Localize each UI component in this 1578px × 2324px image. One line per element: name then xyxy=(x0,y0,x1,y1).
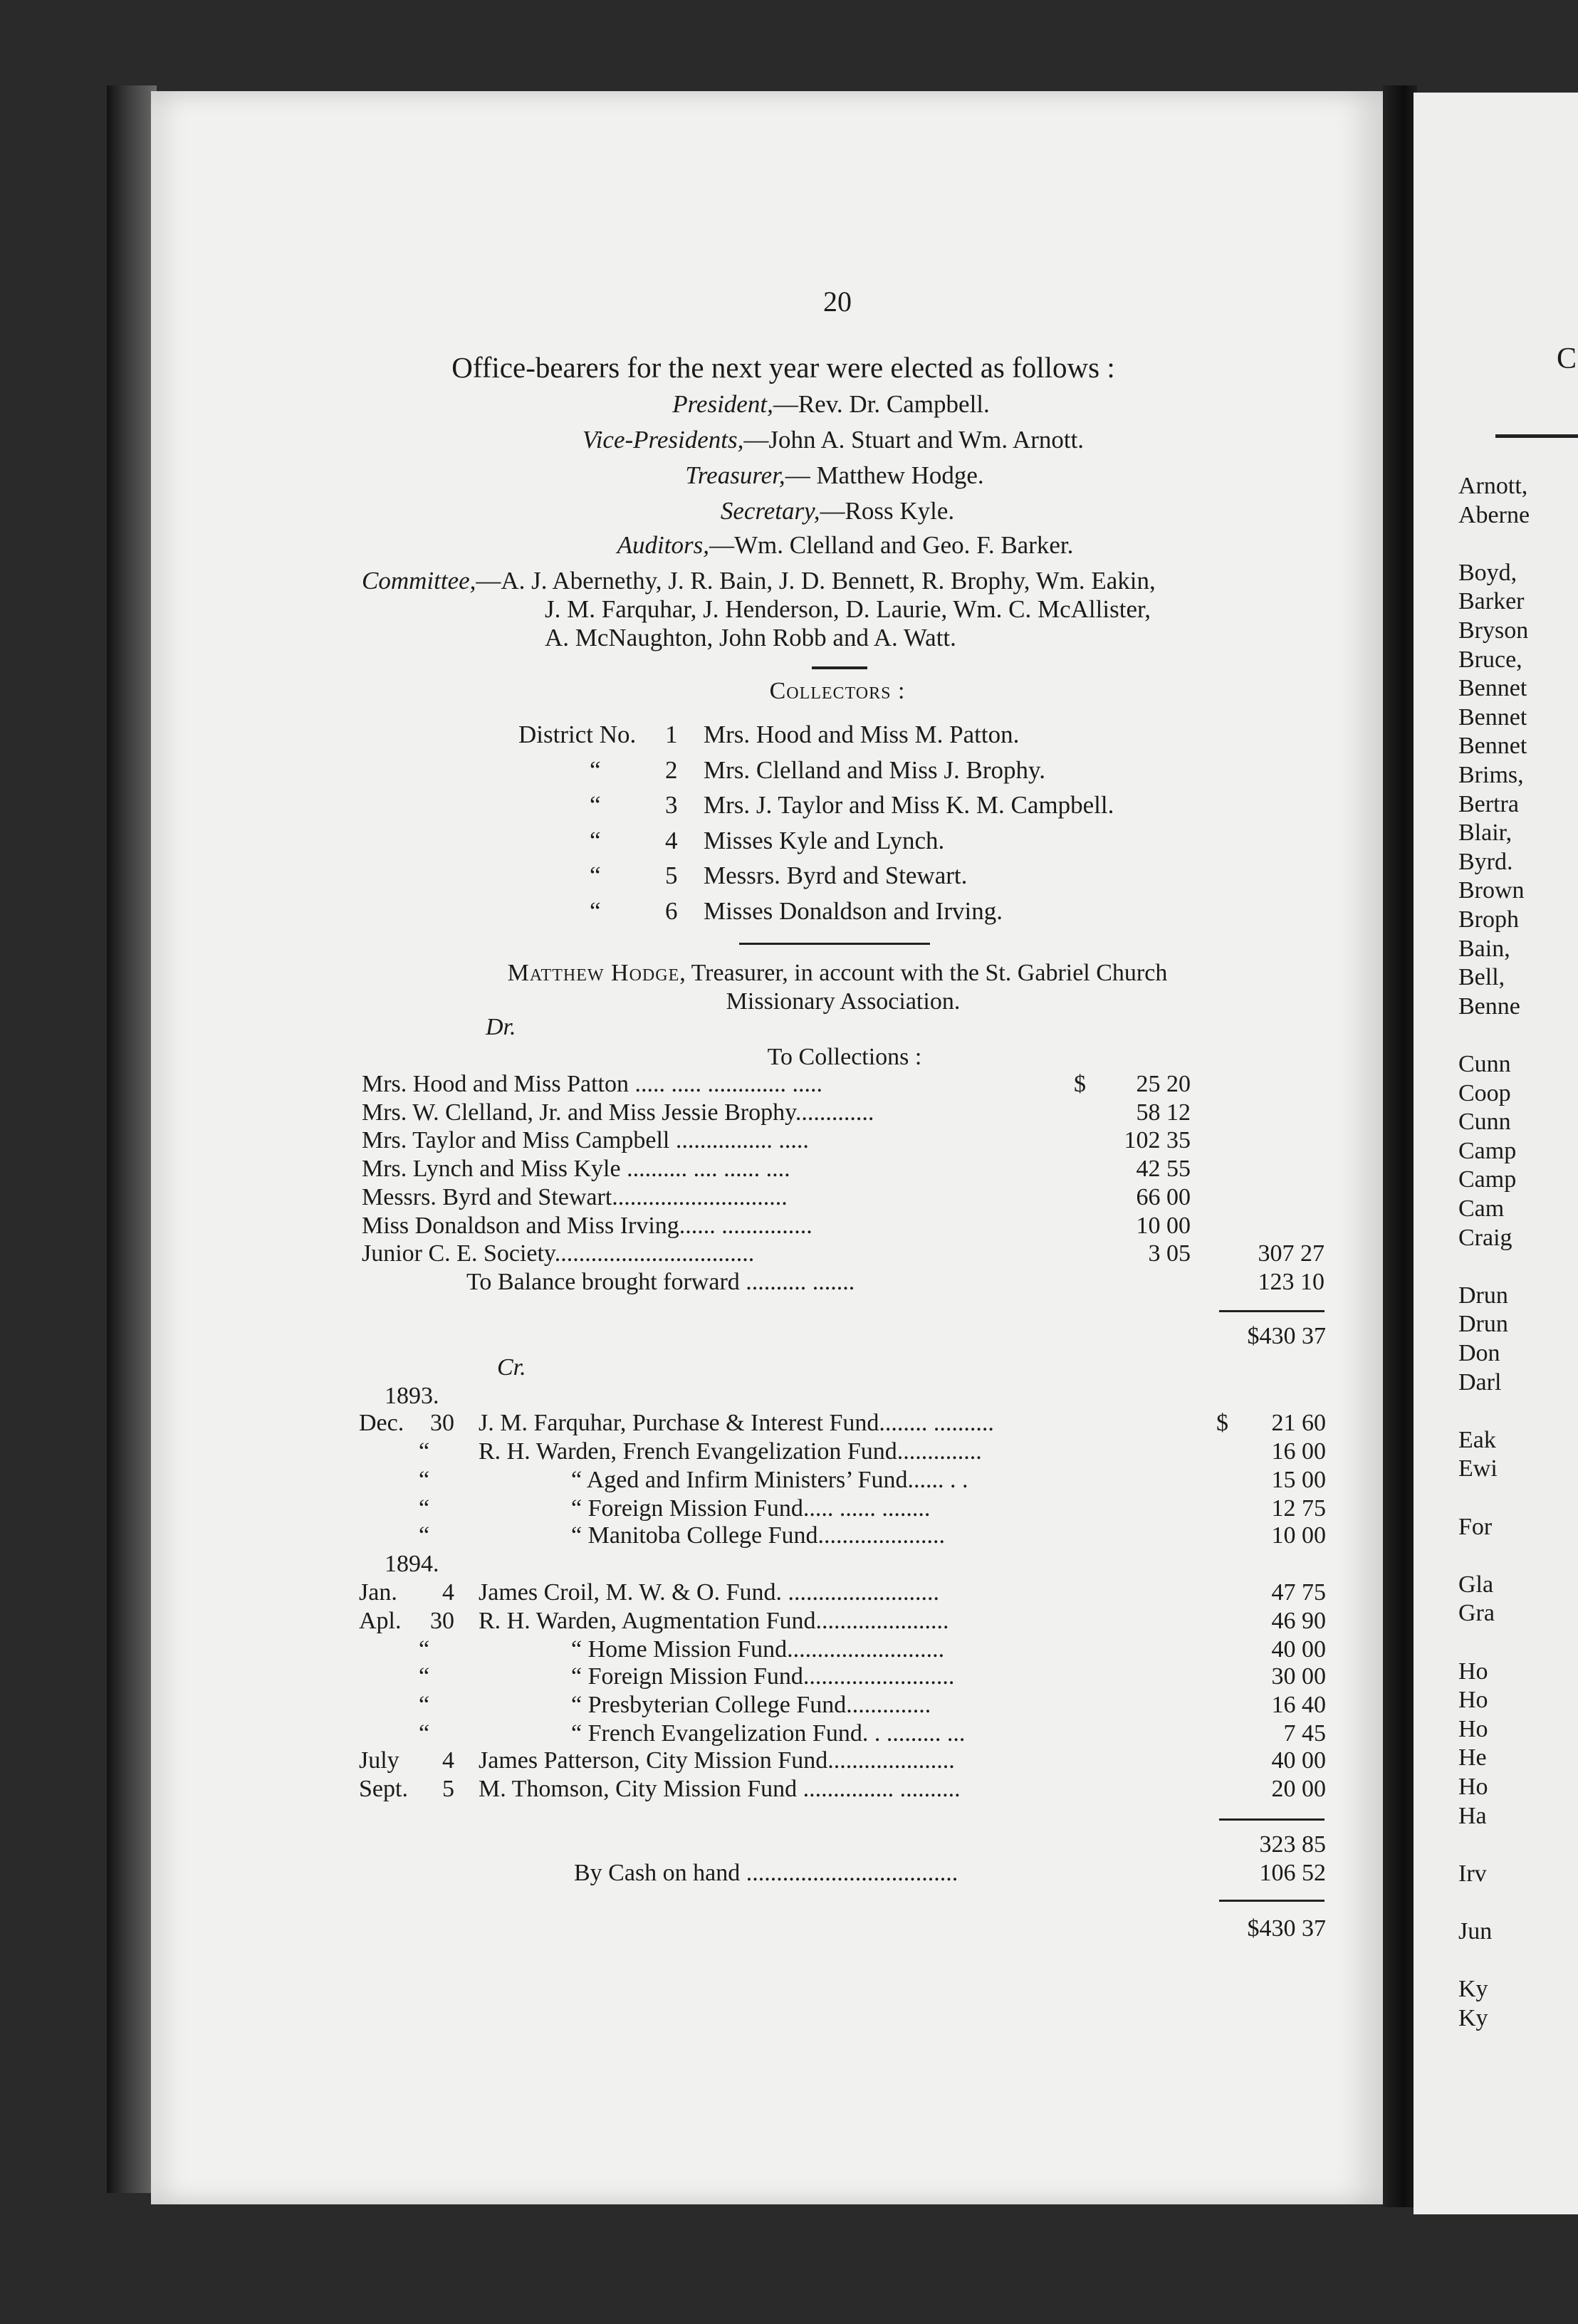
facing-page-name-fragment: Aberne xyxy=(1458,501,1530,528)
facing-page-name-fragment: Gra xyxy=(1458,1600,1495,1627)
facing-page-heading: C xyxy=(1557,342,1577,375)
facing-page-name-fragment: Arnott, xyxy=(1458,473,1528,499)
facing-page-name-fragment: Drun xyxy=(1458,1282,1508,1309)
collector-district-number: 1 xyxy=(665,721,678,748)
cr-subtotal: 323 85 xyxy=(1259,1831,1326,1858)
treasurer-line xyxy=(685,461,983,490)
credit-amount: 21 60 xyxy=(1271,1410,1326,1436)
collector-ditto-mark: “ xyxy=(590,755,601,784)
credit-description: “ Foreign Mission Fund..... ...... ........ xyxy=(571,1495,931,1522)
dr-total: $430 37 xyxy=(1247,1323,1326,1349)
debit-label: Messrs. Byrd and Stewart............................. xyxy=(362,1183,788,1210)
debit-label: Miss Donaldson and Miss Irving...... ............... xyxy=(362,1212,812,1239)
dr-label xyxy=(486,1014,516,1041)
facing-page-name-fragment: Ho xyxy=(1458,1687,1488,1714)
credit-day: 30 xyxy=(430,1410,454,1436)
auditors-names: —Wm. Clelland and Geo. F. Barker. xyxy=(709,531,1074,559)
president-name: —Rev. Dr. Campbell. xyxy=(773,390,990,418)
debit-amount: 3 05 xyxy=(1148,1240,1191,1267)
facing-page-name-fragment: Broph xyxy=(1458,906,1519,933)
credit-description: James Patterson, City Mission Fund..................... xyxy=(479,1747,955,1774)
cr-label-text: Cr. xyxy=(497,1354,526,1381)
book-spine-left xyxy=(107,85,157,2193)
auditors-label: Auditors, xyxy=(617,531,709,559)
credit-amount: 47 75 xyxy=(1271,1579,1326,1606)
debit-amount: 66 00 xyxy=(1136,1183,1191,1210)
secretary-name: —Ross Kyle. xyxy=(820,497,955,525)
credit-month: “ xyxy=(419,1495,430,1522)
collector-names: Mrs. J. Taylor and Miss K. M. Campbell. xyxy=(704,791,1114,819)
credit-month: “ xyxy=(419,1438,430,1465)
dr-total-rule xyxy=(1219,1310,1324,1312)
dr-label-text: Dr. xyxy=(486,1014,516,1040)
credit-month: “ xyxy=(419,1636,430,1663)
facing-page-name-fragment: Ky xyxy=(1458,1976,1488,2003)
credit-month: Sept. xyxy=(359,1776,408,1802)
facing-page-name-fragment: Ho xyxy=(1458,1715,1488,1742)
credit-year: 1893. xyxy=(385,1383,439,1409)
facing-page-name-fragment: Irv xyxy=(1458,1860,1487,1887)
facing-page-name-fragment: Darl xyxy=(1458,1368,1502,1396)
account-treasurer-name: Matthew Hodge xyxy=(507,960,680,986)
credit-description: James Croil, M. W. & O. Fund. ......................... xyxy=(479,1579,939,1606)
credit-amount: 40 00 xyxy=(1271,1747,1326,1774)
collector-names: Misses Donaldson and Irving. xyxy=(704,896,1003,925)
collector-ditto-mark: “ xyxy=(590,826,601,854)
credit-amount: 46 90 xyxy=(1271,1608,1326,1634)
facing-page-name-fragment: Eak xyxy=(1458,1426,1496,1453)
credit-day: 30 xyxy=(430,1608,454,1634)
credit-description: “ Manitoba College Fund..................... xyxy=(571,1522,946,1549)
debit-amount: 102 35 xyxy=(1124,1127,1191,1154)
collector-names: Mrs. Hood and Miss M. Patton. xyxy=(704,721,1020,748)
credit-month: Jan. xyxy=(359,1579,397,1606)
facing-page-name-fragment: For xyxy=(1458,1513,1493,1540)
facing-page-name-fragment: Bertra xyxy=(1458,790,1519,817)
cash-on-hand-amount: 106 52 xyxy=(1259,1860,1326,1886)
facing-page-rule xyxy=(1495,434,1578,438)
debit-label: Mrs. Hood and Miss Patton ..... ..... ............. ..... xyxy=(362,1071,822,1097)
short-rule xyxy=(812,666,867,669)
cr-label xyxy=(497,1354,526,1381)
auditors-line xyxy=(617,531,1074,560)
debit-label: Mrs. W. Clelland, Jr. and Miss Jessie Brophy............. xyxy=(362,1099,874,1126)
page-number: 20 xyxy=(823,286,852,318)
facing-page-name-fragment: Ho xyxy=(1458,1774,1488,1800)
office-bearers-intro: Office-bearers for the next year were elected as follows : xyxy=(451,351,1115,384)
debit-subtotal: 307 27 xyxy=(1258,1240,1324,1267)
debit-label: Mrs. Lynch and Miss Kyle .......... .... ...... .... xyxy=(362,1156,790,1183)
credit-amount: 7 45 xyxy=(1283,1720,1326,1747)
credit-description: R. H. Warden, French Evangelization Fund.............. xyxy=(479,1438,982,1465)
section-rule xyxy=(739,943,930,945)
cr-total-rule xyxy=(1219,1900,1324,1902)
book-gutter xyxy=(1383,85,1417,2207)
credit-amount: 10 00 xyxy=(1271,1522,1326,1549)
collector-names: Mrs. Clelland and Miss J. Brophy. xyxy=(704,755,1045,784)
facing-page-name-fragment: Brown xyxy=(1458,877,1525,904)
facing-page-name-fragment: Ha xyxy=(1458,1802,1487,1829)
credit-description: J. M. Farquhar, Purchase & Interest Fund........ .......... xyxy=(479,1410,994,1436)
treasurer-name: — Matthew Hodge. xyxy=(785,461,984,489)
credit-month: July xyxy=(359,1747,399,1774)
credit-dollar-sign: $ xyxy=(1216,1410,1228,1436)
credit-month: Dec. xyxy=(359,1410,404,1436)
debit-label: Junior C. E. Society................................. xyxy=(362,1240,755,1267)
cr-subtotal-rule xyxy=(1219,1818,1324,1821)
credit-description: “ Aged and Infirm Ministers’ Fund...... . . xyxy=(571,1467,968,1493)
credit-amount: 15 00 xyxy=(1271,1467,1326,1493)
account-heading-line-2: Missionary Association. xyxy=(726,988,961,1015)
facing-page-name-fragment: Cunn xyxy=(1458,1109,1511,1136)
debit-label: Mrs. Taylor and Miss Campbell ................ ..... xyxy=(362,1127,809,1154)
credit-description: M. Thomson, City Mission Fund ............... .......... xyxy=(479,1776,961,1802)
credit-amount: 40 00 xyxy=(1271,1636,1326,1663)
committee-line-3: A. McNaughton, John Robb and A. Watt. xyxy=(545,624,956,651)
credit-amount: 16 40 xyxy=(1271,1692,1326,1718)
facing-page-name-fragment: Cam xyxy=(1458,1195,1505,1222)
facing-page-name-fragment: Camp xyxy=(1458,1137,1517,1164)
collector-district-number: 2 xyxy=(665,755,678,784)
credit-day: 5 xyxy=(442,1776,454,1802)
facing-page-name-fragment: Brims, xyxy=(1458,762,1524,788)
facing-page-name-fragment: Bennet xyxy=(1458,675,1527,702)
collector-district-number: 6 xyxy=(665,896,678,925)
secretary-line xyxy=(721,497,954,525)
credit-year: 1894. xyxy=(385,1551,439,1577)
credit-day: 4 xyxy=(442,1579,454,1606)
collector-names: Messrs. Byrd and Stewart. xyxy=(704,862,968,889)
vice-presidents-label: Vice-Presidents, xyxy=(582,426,744,454)
debit-amount: 58 12 xyxy=(1136,1099,1191,1126)
facing-page-name-fragment: Byrd. xyxy=(1458,848,1513,875)
facing-page-name-fragment: Jun xyxy=(1458,1918,1493,1944)
facing-page-name-fragment: Cunn xyxy=(1458,1051,1511,1077)
facing-page-name-fragment: Bell, xyxy=(1458,964,1505,991)
collector-ditto-mark: “ xyxy=(590,862,601,889)
debit-amount: 42 55 xyxy=(1136,1156,1191,1183)
facing-page-name-fragment: Boyd, xyxy=(1458,559,1517,586)
credit-amount: 16 00 xyxy=(1271,1438,1326,1465)
facing-page-name-fragment: Gla xyxy=(1458,1571,1494,1598)
credit-amount: 12 75 xyxy=(1271,1495,1326,1522)
facing-page-name-fragment: Bruce, xyxy=(1458,646,1522,673)
credit-amount: 20 00 xyxy=(1271,1776,1326,1802)
facing-page-name-fragment: Don xyxy=(1458,1340,1500,1366)
balance-forward-amount: 123 10 xyxy=(1258,1269,1324,1295)
collectors-heading: Collectors : xyxy=(769,678,906,704)
collector-district-number: 4 xyxy=(665,826,678,854)
facing-page-name-fragment: Bain, xyxy=(1458,935,1510,962)
vice-presidents-line xyxy=(582,426,1084,454)
credit-description: R. H. Warden, Augmentation Fund...................... xyxy=(479,1608,949,1634)
facing-page-name-fragment: Craig xyxy=(1458,1224,1512,1251)
collector-district-number: 5 xyxy=(665,862,678,889)
facing-page-name-fragment: Drun xyxy=(1458,1311,1508,1338)
cash-on-hand-label: By Cash on hand ................................... xyxy=(574,1860,958,1886)
facing-page-name-fragment: Benne xyxy=(1458,993,1520,1020)
credit-day: 4 xyxy=(442,1747,454,1774)
credit-month: Apl. xyxy=(359,1608,402,1634)
facing-page-name-fragment: Ho xyxy=(1458,1658,1488,1685)
committee-label: Committee, xyxy=(362,567,476,595)
credit-description: “ Presbyterian College Fund.............. xyxy=(571,1692,931,1718)
committee-line-2: J. M. Farquhar, J. Henderson, D. Laurie, Wm. C. McAllister, xyxy=(545,595,1151,623)
credit-month: “ xyxy=(419,1467,430,1493)
facing-page-name-fragment: Blair, xyxy=(1458,820,1512,847)
secretary-label: Secretary, xyxy=(720,497,820,525)
committee-names-1: —A. J. Abernethy, J. R. Bain, J. D. Bennett, R. Brophy, Wm. Eakin, xyxy=(476,567,1156,595)
facing-page-name-fragment: Ewi xyxy=(1458,1455,1498,1482)
collector-district-number: 3 xyxy=(665,791,678,819)
president-line xyxy=(672,390,990,419)
cr-total: $430 37 xyxy=(1247,1915,1326,1942)
credit-description: “ Foreign Mission Fund......................... xyxy=(571,1663,955,1690)
debit-amount: 25 20 xyxy=(1136,1071,1191,1097)
credit-description: “ French Evangelization Fund. . ......... ... xyxy=(571,1720,966,1747)
committee-line-1 xyxy=(362,567,1156,595)
credit-description: “ Home Mission Fund.......................... xyxy=(571,1636,945,1663)
debit-amount: 10 00 xyxy=(1136,1212,1191,1239)
to-collections-heading: To Collections : xyxy=(767,1044,922,1070)
credit-month: “ xyxy=(419,1663,430,1690)
treasurer-label: Treasurer, xyxy=(685,461,785,489)
district-label: District No. xyxy=(518,721,637,748)
balance-forward-label: To Balance brought forward .......... ....... xyxy=(466,1269,855,1295)
facing-page-name-fragment: He xyxy=(1458,1744,1487,1771)
credit-amount: 30 00 xyxy=(1271,1663,1326,1690)
facing-page-name-fragment: Bennet xyxy=(1458,703,1527,731)
facing-page-name-fragment: Bryson xyxy=(1458,617,1529,644)
facing-page-name-fragment: Ky xyxy=(1458,2004,1488,2031)
facing-page-name-fragment: Bennet xyxy=(1458,733,1527,760)
vice-presidents-names: —John A. Stuart and Wm. Arnott. xyxy=(743,426,1085,454)
account-heading-line-1 xyxy=(508,960,1168,987)
credit-month: “ xyxy=(419,1692,430,1718)
collector-ditto-mark: “ xyxy=(590,791,601,819)
facing-page-name-fragment: Barker xyxy=(1458,588,1525,615)
facing-page-name-fragment: Camp xyxy=(1458,1166,1517,1193)
account-heading-text: , Treasurer, in account with the St. Gabriel Church xyxy=(679,960,1168,986)
credit-month: “ xyxy=(419,1522,430,1549)
collector-ditto-mark: “ xyxy=(590,896,601,925)
facing-page-name-fragment: Coop xyxy=(1458,1079,1511,1106)
debit-dollar-sign: $ xyxy=(1074,1071,1086,1097)
president-label: President, xyxy=(672,390,773,418)
credit-month: “ xyxy=(419,1720,430,1747)
collector-names: Misses Kyle and Lynch. xyxy=(704,826,945,854)
